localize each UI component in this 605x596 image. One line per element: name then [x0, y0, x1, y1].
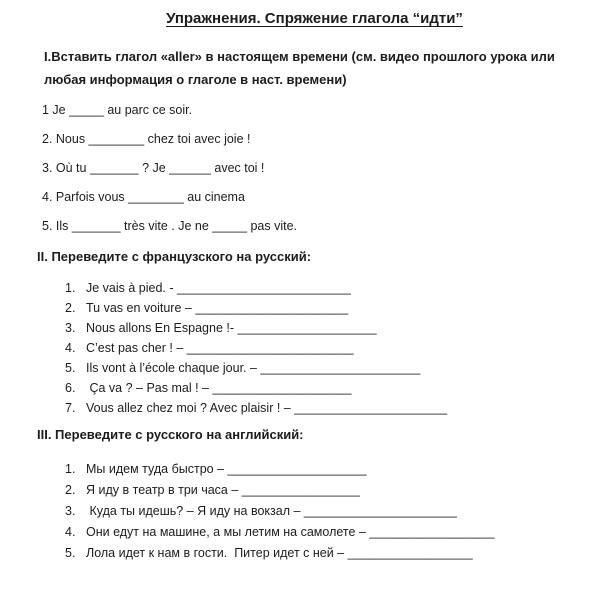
- french-to-russian-list: [65, 278, 577, 418]
- item-text: Они едут на машине, а мы летим на самолете – __________________: [86, 525, 495, 539]
- section-russian-to-english: [37, 426, 577, 564]
- item-text: Je vais à pied. - _________________________: [86, 281, 351, 295]
- item-number: 5.: [65, 546, 76, 560]
- translation-item: [65, 522, 577, 543]
- fill-item-1: 1 Je _____ au parc ce soir.: [42, 103, 193, 117]
- translation-item: [65, 378, 577, 398]
- item-number: 4.: [65, 341, 76, 355]
- item-text: Nous allons En Espagne !- ____________________: [86, 321, 377, 335]
- item-text: Куда ты идешь? – Я иду на вокзал – ______________________: [86, 504, 457, 518]
- russian-to-english-list: [65, 459, 577, 564]
- translation-item: [65, 543, 577, 564]
- item-number: 5.: [65, 361, 76, 375]
- section-french-to-russian: [37, 248, 577, 418]
- item-text: Ils vont à l’école chaque jour. – _______________________: [86, 361, 421, 375]
- item-text: Я иду в театр в три часа – _________________: [86, 483, 360, 497]
- item-text: Мы идем туда быстро – ____________________: [86, 462, 367, 476]
- fill-item-4: 4. Parfois vous ________ au cinema: [42, 190, 245, 204]
- translation-item: [65, 318, 577, 338]
- item-text: Ça va ? – Pas mal ! – ____________________: [86, 381, 352, 395]
- item-number: 1.: [65, 462, 76, 476]
- item-text: Vous allez chez moi ? Avec plaisir ! – ______________________: [86, 401, 448, 415]
- item-number: 6.: [65, 381, 76, 395]
- section-2-heading: II. Переведите с французского на русский:: [37, 249, 312, 264]
- fill-item-5: 5. Ils _______ très vite . Je ne _____ pas vite.: [42, 219, 298, 233]
- item-number: 3.: [65, 321, 76, 335]
- section-3-heading: III. Переведите с русского на английский:: [37, 427, 304, 442]
- translation-item: [65, 358, 577, 378]
- item-text: C’est pas cher ! – ________________________: [86, 341, 354, 355]
- item-text: Tu vas en voiture – ______________________: [86, 301, 349, 315]
- translation-item: [65, 480, 577, 501]
- section-fill-in-blanks: [42, 45, 577, 234]
- translation-item: [65, 459, 577, 480]
- item-number: 4.: [65, 525, 76, 539]
- item-text: Лола идет к нам в гости. Питер идет с ней – __________________: [86, 546, 473, 560]
- translation-item: [65, 398, 577, 418]
- item-number: 1.: [65, 281, 76, 295]
- item-number: 7.: [65, 401, 76, 415]
- translation-item: [65, 298, 577, 318]
- section-1-heading: I.Вставить глагол «aller» в настоящем времени (см. видео прошлого урока или любая информация о глаголе в наст. времени): [44, 49, 559, 87]
- page-title: Упражнения. Спряжение глагола “идти”: [166, 10, 463, 27]
- translation-item: [65, 278, 577, 298]
- translation-item: [65, 501, 577, 522]
- fill-item-2: 2. Nous ________ chez toi avec joie !: [42, 132, 251, 146]
- translation-item: [65, 338, 577, 358]
- fill-item-3: 3. Où tu _______ ? Je ______ avec toi !: [42, 161, 265, 175]
- item-number: 3.: [65, 504, 76, 518]
- item-number: 2.: [65, 483, 76, 497]
- item-number: 2.: [65, 301, 76, 315]
